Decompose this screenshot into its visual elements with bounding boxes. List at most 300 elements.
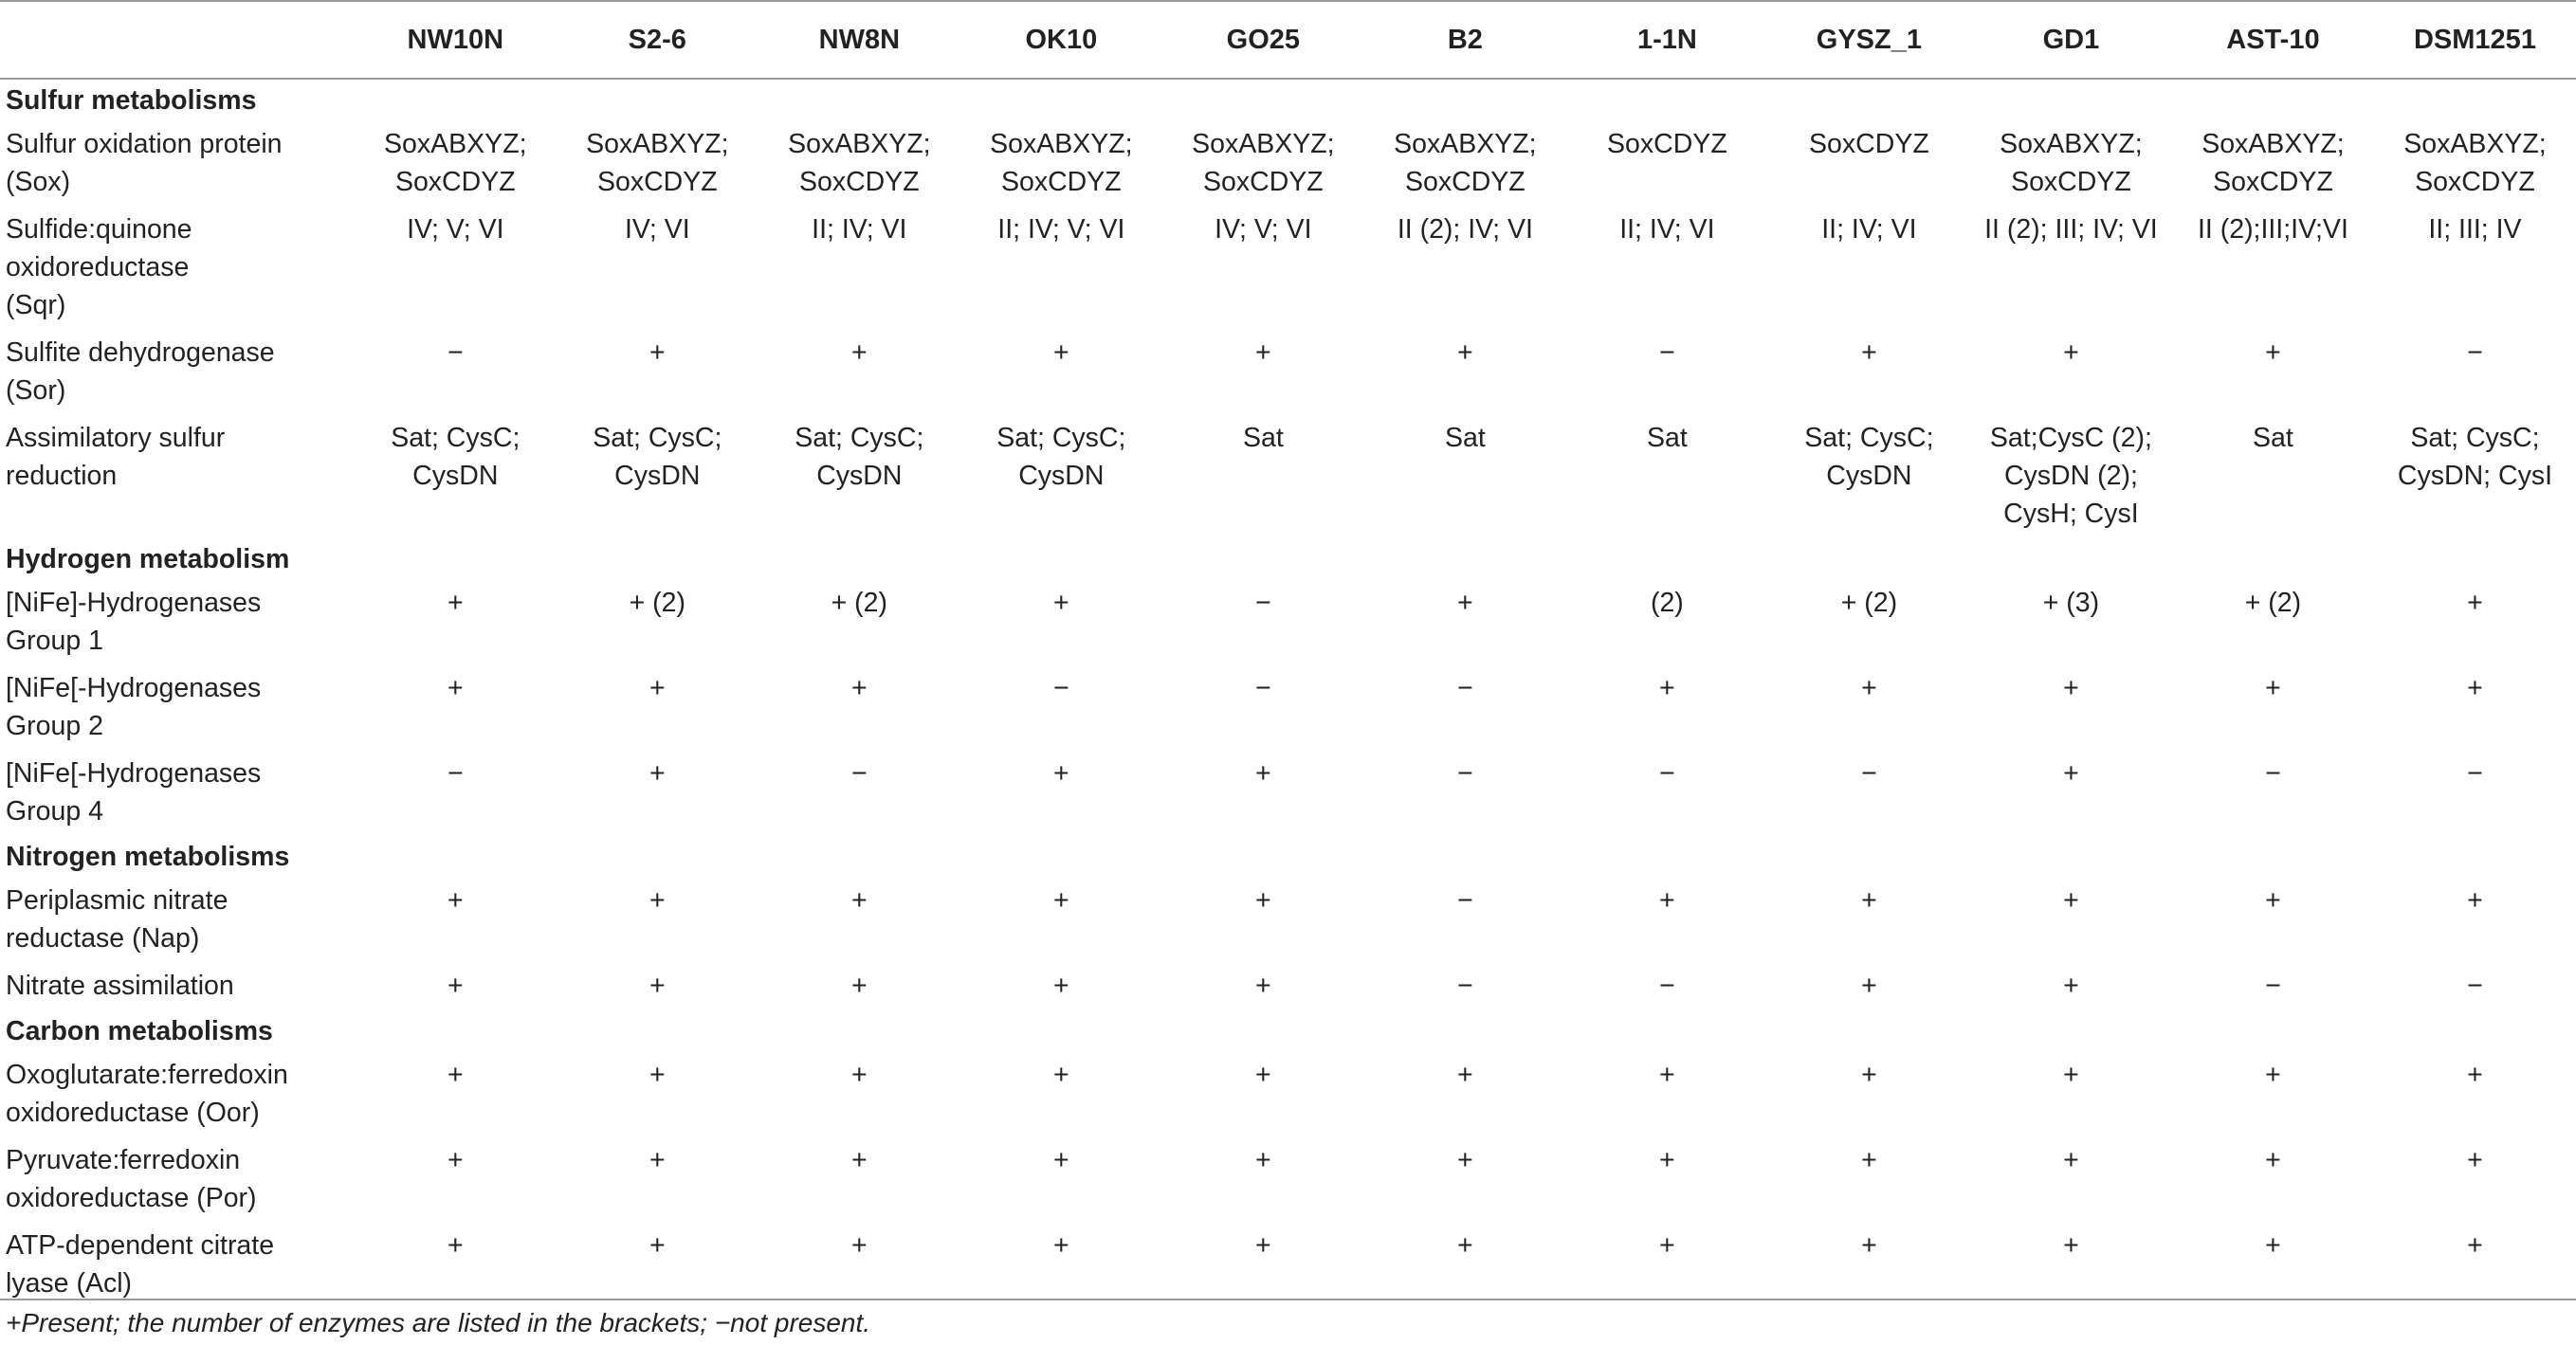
table-cell	[1970, 1137, 2172, 1223]
cell-line: +	[1861, 337, 1877, 368]
cell-line: +	[1053, 971, 1069, 1001]
cell-line: IV; V; VI	[407, 214, 504, 245]
cell-line: −	[1659, 758, 1675, 789]
cell-line: +	[1659, 1060, 1675, 1090]
table-row	[0, 330, 2576, 415]
table-cell	[355, 963, 557, 1010]
row-label-line: lyase (Acl)	[6, 1268, 133, 1299]
cell-line: + (2)	[1840, 588, 1898, 618]
cell-line: −	[1255, 673, 1271, 703]
cell-line: II; III; IV	[2428, 214, 2522, 245]
cell-line: SoxABXYZ;	[788, 129, 931, 159]
cell-line: −	[2265, 758, 2281, 789]
cell-line: +	[1861, 673, 1877, 703]
table-cell	[758, 580, 960, 665]
table-cell	[1566, 751, 1768, 836]
table-cell	[1364, 751, 1566, 836]
section-title: Sulfur metabolisms	[6, 85, 257, 116]
cell-line: +	[2467, 673, 2483, 703]
table-cell	[960, 878, 1162, 963]
cell-line: +	[649, 673, 666, 703]
cell-line: IV; V; VI	[1215, 214, 1312, 245]
cell-line: +	[2467, 1060, 2483, 1090]
table-row	[0, 121, 2576, 207]
row-label	[0, 963, 355, 1010]
cell-line: +	[2265, 673, 2281, 703]
table-cell	[557, 751, 758, 836]
table-cell	[1162, 207, 1364, 330]
cell-line: +	[2467, 1230, 2483, 1261]
cell-line: +	[2063, 885, 2079, 916]
row-label-line: Sulfite dehydrogenase	[6, 337, 275, 368]
table-cell	[2374, 415, 2576, 538]
cell-line: +	[1255, 1060, 1271, 1090]
cell-line: +	[2063, 1230, 2079, 1261]
table-cell	[1566, 580, 1768, 665]
cell-line: II; IV; VI	[1821, 214, 1917, 245]
table-cell	[758, 121, 960, 207]
cell-line: Sat	[1646, 423, 1688, 453]
table-row	[0, 665, 2576, 751]
table-row	[0, 751, 2576, 836]
table-cell	[557, 580, 758, 665]
row-label-line: reduction	[6, 461, 118, 491]
cell-line: +	[2467, 1145, 2483, 1175]
cell-line: SoxCDYZ	[798, 167, 920, 197]
cell-line: +	[2063, 1145, 2079, 1175]
cell-line: SoxCDYZ	[1000, 167, 1122, 197]
row-label-line: Assimilatory sulfur	[6, 423, 226, 453]
cell-line: +	[2265, 885, 2281, 916]
header-cell: B2	[1364, 1, 1566, 79]
table-cell	[1566, 665, 1768, 751]
table-cell	[960, 580, 1162, 665]
table-footnote: +Present; the number of enzymes are listed in the brackets; −not present.	[0, 1299, 2576, 1342]
cell-line: Sat	[1242, 423, 1284, 453]
row-label-line: (Sqr)	[6, 290, 66, 320]
cell-line: −	[1457, 885, 1473, 916]
cell-line: +	[1053, 337, 1069, 368]
cell-line: +	[447, 588, 464, 618]
cell-line: +	[1053, 588, 1069, 618]
table-cell	[557, 1137, 758, 1223]
table-cell	[1364, 1052, 1566, 1137]
table-cell	[355, 415, 557, 538]
cell-line: + (3)	[2042, 588, 2100, 618]
cell-line: +	[2265, 1230, 2281, 1261]
table-cell	[960, 415, 1162, 538]
cell-line: +	[850, 885, 868, 916]
table-cell	[1162, 751, 1364, 836]
row-label	[0, 580, 355, 665]
table-cell	[2172, 207, 2374, 330]
row-label-line: Sulfide:quinone	[6, 214, 192, 245]
cell-line: Sat; CysC;	[593, 423, 722, 453]
header-cell: DSM1251	[2374, 1, 2576, 79]
table-cell	[758, 1137, 960, 1223]
cell-line: +	[850, 673, 868, 703]
row-label-line: [NiFe[-Hydrogenases	[6, 758, 262, 789]
cell-line: −	[1861, 758, 1877, 789]
table-cell	[2172, 121, 2374, 207]
cell-line: Sat	[2253, 423, 2293, 453]
table-cell	[758, 963, 960, 1010]
table-cell	[1768, 121, 1970, 207]
table-cell	[2172, 963, 2374, 1010]
cell-line: −	[2265, 971, 2281, 1001]
table-cell	[1970, 665, 2172, 751]
table-cell	[1768, 330, 1970, 415]
cell-line: +	[850, 1230, 868, 1261]
table-body	[0, 79, 2576, 1318]
cell-line: +	[447, 1145, 464, 1175]
table-cell	[1162, 121, 1364, 207]
cell-line: −	[850, 758, 868, 789]
table-cell	[758, 207, 960, 330]
cell-line: + (2)	[831, 588, 888, 618]
table-cell	[557, 1052, 758, 1137]
table-cell	[1364, 121, 1566, 207]
table-cell	[2374, 665, 2576, 751]
cell-line: +	[447, 971, 464, 1001]
table-cell	[960, 207, 1162, 330]
table-cell	[758, 330, 960, 415]
cell-line: SoxABXYZ;	[2403, 129, 2547, 159]
table-cell	[355, 330, 557, 415]
cell-line: Sat; CysC;	[795, 423, 924, 453]
table-cell	[2374, 330, 2576, 415]
table-row	[0, 415, 2576, 538]
row-label-line: ATP-dependent citrate	[6, 1230, 275, 1261]
section-row	[0, 79, 2576, 121]
table-cell	[1364, 878, 1566, 963]
row-label	[0, 665, 355, 751]
table-cell	[1970, 580, 2172, 665]
table-cell	[2172, 665, 2374, 751]
table-cell	[758, 415, 960, 538]
cell-line: +	[850, 971, 868, 1001]
cell-line: SoxCDYZ	[1809, 129, 1929, 159]
cell-line: +	[649, 1145, 666, 1175]
cell-line: −	[1255, 588, 1271, 618]
cell-line: Sat; CysC;	[391, 423, 521, 453]
table-cell	[960, 751, 1162, 836]
table-cell	[1364, 580, 1566, 665]
table-row	[0, 580, 2576, 665]
cell-line: +	[2467, 588, 2483, 618]
table-cell	[2374, 751, 2576, 836]
table-cell	[1566, 121, 1768, 207]
cell-line: Sat	[1444, 423, 1486, 453]
section-row	[0, 1010, 2576, 1052]
table-cell	[1566, 415, 1768, 538]
cell-line: CysDN; CysI	[2397, 461, 2553, 491]
cell-line: + (2)	[2244, 588, 2302, 618]
cell-line: +	[2467, 885, 2483, 916]
cell-line: CysDN (2);	[2003, 461, 2138, 491]
cell-line: −	[1457, 758, 1473, 789]
cell-line: II; IV; V; VI	[997, 214, 1125, 245]
table-cell	[1970, 121, 2172, 207]
cell-line: +	[1255, 1230, 1271, 1261]
table-cell	[1364, 415, 1566, 538]
table-cell	[1970, 963, 2172, 1010]
table-row	[0, 1052, 2576, 1137]
table-cell	[1364, 665, 1566, 751]
table-cell	[1566, 1052, 1768, 1137]
cell-line: −	[1659, 971, 1675, 1001]
cell-line: +	[1255, 758, 1271, 789]
table-cell	[960, 1052, 1162, 1137]
table-cell	[1970, 207, 2172, 330]
table-cell	[1768, 415, 1970, 538]
table-cell	[2374, 963, 2576, 1010]
section-title: Hydrogen metabolism	[6, 544, 290, 574]
cell-line: +	[649, 1230, 666, 1261]
row-label-line: Sulfur oxidation protein	[6, 129, 283, 159]
cell-line: +	[1255, 885, 1271, 916]
cell-line: +	[2063, 1060, 2079, 1090]
table-header	[0, 1, 2576, 79]
cell-line: +	[1861, 971, 1877, 1001]
cell-line: SoxABXYZ;	[2000, 129, 2143, 159]
row-label	[0, 415, 355, 538]
cell-line: +	[1457, 1060, 1473, 1090]
cell-line: +	[1659, 885, 1675, 916]
cell-line: SoxCDYZ	[1405, 167, 1526, 197]
row-label	[0, 1052, 355, 1137]
cell-line: SoxCDYZ	[596, 167, 718, 197]
header-row	[0, 1, 2576, 79]
cell-line: II (2); IV; VI	[1397, 214, 1533, 245]
row-label	[0, 878, 355, 963]
header-cell-label	[0, 1, 355, 79]
table-cell	[1970, 751, 2172, 836]
table-cell	[2172, 1052, 2374, 1137]
header-cell: S2-6	[557, 1, 758, 79]
row-label-line: oxidoreductase	[6, 252, 190, 282]
row-label-line: oxidoreductase (Oor)	[6, 1098, 260, 1128]
table-cell	[1162, 415, 1364, 538]
cell-line: −	[1659, 337, 1675, 368]
cell-line: IV; VI	[624, 214, 690, 245]
table-cell	[1162, 878, 1364, 963]
table-cell	[2172, 878, 2374, 963]
table-cell	[355, 121, 557, 207]
table-cell	[960, 121, 1162, 207]
cell-line: +	[1255, 971, 1271, 1001]
row-label	[0, 751, 355, 836]
cell-line: −	[1053, 673, 1069, 703]
cell-line: +	[1457, 1145, 1473, 1175]
cell-line: SoxCDYZ	[1203, 167, 1324, 197]
cell-line: +	[1861, 885, 1877, 916]
cell-line: +	[1457, 337, 1473, 368]
row-label-line: Group 4	[6, 796, 103, 827]
cell-line: SoxABXYZ;	[2201, 129, 2345, 159]
cell-line: +	[1861, 1230, 1877, 1261]
table-cell	[960, 1137, 1162, 1223]
cell-line: +	[1659, 1230, 1675, 1261]
row-label-line: (Sor)	[6, 375, 66, 406]
table-cell	[355, 878, 557, 963]
table-cell	[758, 1052, 960, 1137]
cell-line: +	[850, 1145, 868, 1175]
cell-line: −	[1457, 971, 1473, 1001]
cell-line: +	[1659, 1145, 1675, 1175]
table-cell	[557, 415, 758, 538]
table-cell	[1162, 963, 1364, 1010]
row-label	[0, 330, 355, 415]
cell-line: +	[2265, 337, 2281, 368]
cell-line: II; IV; VI	[812, 214, 907, 245]
table-cell	[1566, 963, 1768, 1010]
table-cell	[355, 1137, 557, 1223]
table-cell	[1566, 878, 1768, 963]
table-cell	[1768, 1052, 1970, 1137]
table-cell	[960, 665, 1162, 751]
cell-line: SoxABXYZ;	[1394, 129, 1537, 159]
header-cell: GYSZ_1	[1768, 1, 1970, 79]
cell-line: +	[1457, 1230, 1473, 1261]
table-cell	[2374, 1052, 2576, 1137]
cell-line: +	[1053, 758, 1069, 789]
cell-line: SoxABXYZ;	[1192, 129, 1335, 159]
table-cell	[1768, 751, 1970, 836]
table-cell	[2172, 751, 2374, 836]
table-cell	[2374, 207, 2576, 330]
cell-line: +	[2063, 758, 2079, 789]
table-cell	[1162, 580, 1364, 665]
cell-line: +	[1255, 337, 1271, 368]
row-label-line: Oxoglutarate:ferredoxin	[6, 1060, 288, 1090]
table-cell	[355, 1052, 557, 1137]
row-label	[0, 1137, 355, 1223]
table-row	[0, 207, 2576, 330]
cell-line: CysDN	[816, 461, 903, 491]
header-cell: NW8N	[758, 1, 960, 79]
cell-line: +	[2265, 1145, 2281, 1175]
cell-line: −	[2467, 337, 2483, 368]
cell-line: Sat;CysC (2);	[1989, 423, 2152, 453]
cell-line: −	[2467, 971, 2483, 1001]
cell-line: CysDN	[614, 461, 701, 491]
table-cell	[1566, 330, 1768, 415]
row-label	[0, 207, 355, 330]
cell-line: +	[1861, 1145, 1877, 1175]
cell-line: II; IV; VI	[1619, 214, 1715, 245]
row-label-line: Pyruvate:ferredoxin	[6, 1145, 241, 1175]
section-title: Carbon metabolisms	[6, 1016, 273, 1046]
row-label-line: Group 1	[6, 626, 103, 656]
table-cell	[2374, 121, 2576, 207]
table-cell	[1768, 207, 1970, 330]
cell-line: SoxABXYZ;	[990, 129, 1133, 159]
cell-line: +	[649, 1060, 666, 1090]
table-cell	[758, 751, 960, 836]
cell-line: + (2)	[629, 588, 685, 618]
header-cell: GD1	[1970, 1, 2172, 79]
table-cell	[1364, 207, 1566, 330]
cell-line: +	[850, 1060, 868, 1090]
cell-line: +	[1053, 1230, 1069, 1261]
cell-line: +	[447, 1060, 464, 1090]
cell-line: CysDN	[1826, 461, 1912, 491]
row-label-line: oxidoreductase (Por)	[6, 1183, 257, 1213]
row-label-line: Nitrate assimilation	[6, 971, 234, 1001]
table-cell	[2172, 330, 2374, 415]
cell-line: +	[2063, 971, 2079, 1001]
table-cell	[1970, 330, 2172, 415]
cell-line: Sat; CysC;	[996, 423, 1126, 453]
header-cell: GO25	[1162, 1, 1364, 79]
table-cell	[557, 207, 758, 330]
cell-line: −	[447, 337, 464, 368]
section-row	[0, 836, 2576, 878]
row-label-line: (Sox)	[6, 167, 71, 197]
row-label-line: Periplasmic nitrate	[6, 885, 228, 916]
table-cell	[1768, 580, 1970, 665]
table-cell	[758, 665, 960, 751]
row-label-line: Group 2	[6, 711, 103, 741]
table-row	[0, 878, 2576, 963]
table-cell	[1768, 1137, 1970, 1223]
cell-line: +	[2265, 1060, 2281, 1090]
table-cell	[557, 121, 758, 207]
cell-line: Sat; CysC;	[1804, 423, 1934, 453]
cell-line: +	[1659, 673, 1675, 703]
cell-line: +	[649, 337, 666, 368]
cell-line: +	[1457, 588, 1473, 618]
cell-line: +	[447, 673, 464, 703]
table-cell	[1566, 207, 1768, 330]
table-cell	[1970, 1052, 2172, 1137]
cell-line: SoxABXYZ;	[586, 129, 729, 159]
cell-line: +	[1053, 885, 1069, 916]
table-row	[0, 963, 2576, 1010]
table-cell	[960, 330, 1162, 415]
cell-line: −	[2467, 758, 2483, 789]
table-cell	[355, 665, 557, 751]
table-cell	[557, 878, 758, 963]
table-cell	[2374, 1137, 2576, 1223]
cell-line: +	[2063, 673, 2079, 703]
table-cell	[1768, 878, 1970, 963]
table-cell	[1364, 330, 1566, 415]
cell-line: +	[1053, 1145, 1069, 1175]
cell-line: CysH; CysI	[2003, 499, 2139, 529]
table-cell	[960, 963, 1162, 1010]
row-label-line: reductase (Nap)	[6, 923, 200, 954]
table-cell	[1162, 1052, 1364, 1137]
row-label-line: [NiFe]-Hydrogenases	[6, 588, 262, 618]
header-cell: NW10N	[355, 1, 557, 79]
cell-line: +	[649, 885, 666, 916]
cell-line: −	[1457, 673, 1473, 703]
table-cell	[1364, 963, 1566, 1010]
row-label-line: [NiFe[-Hydrogenases	[6, 673, 262, 703]
table-cell	[2172, 580, 2374, 665]
cell-line: +	[1255, 1145, 1271, 1175]
table-cell	[1162, 330, 1364, 415]
table-cell	[1364, 1137, 1566, 1223]
cell-line: SoxCDYZ	[2213, 167, 2333, 197]
table-cell	[557, 665, 758, 751]
table-cell	[1970, 878, 2172, 963]
cell-line: +	[649, 758, 666, 789]
cell-line: +	[850, 337, 868, 368]
table-cell	[355, 580, 557, 665]
